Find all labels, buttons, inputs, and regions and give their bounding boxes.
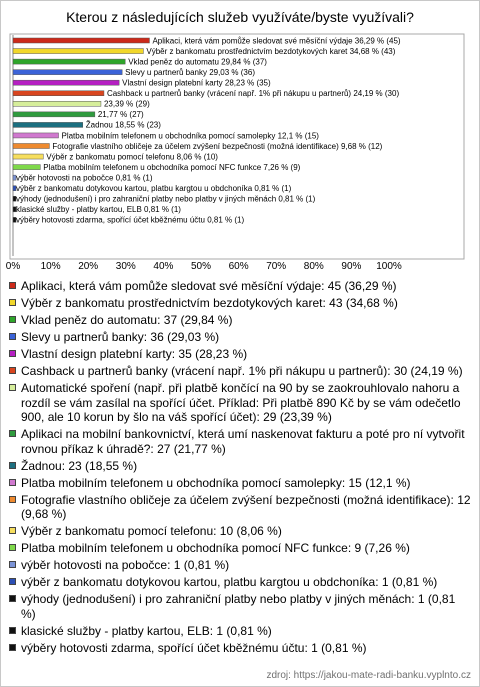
bar-label-8: 21,77 % (27) [97,110,144,120]
x-tick-label: 80% [303,261,324,272]
legend-text: Vlastní design platební karty: 35 (28,23 %) [21,347,248,361]
bar-label-13: Platba mobilním telefonem u obchodníka pomocí NFC funkce 7,26 % (9) [43,162,301,172]
legend-item-12 [9,524,471,539]
legend-text: Žadnou: 23 (18,55 %) [21,458,138,473]
legend-text: Aplikaci na mobilní bankovnictví, která umí naskenovat fakturu a poté pro ní vytvořit rovnou příkaz k úhradě?: 27 (21,77 %) [21,427,465,456]
bar-chart [1,1,479,279]
bar-label-17: klasické služby - platby kartou, ELB 0,81 % (1) [16,205,181,215]
legend-swatch [9,561,16,568]
bar-13 [13,165,40,170]
legend-item-4 [9,330,471,345]
legend-swatch [9,367,16,374]
bar-label-9: Žadnou 18,55 % (23) [85,120,161,130]
x-tick-label: 50% [190,261,212,272]
bar-8 [13,112,95,117]
legend-swatch [9,316,16,323]
bar-10 [13,133,58,138]
source-note: zdroj: https://jakou-mate-radi-banku.vyplnto.cz [266,670,471,681]
legend-item-15 [9,575,471,590]
bar-label-3: Vklad peněz do automatu 29,84 % (37) [128,57,267,67]
bar-label-10: Platba mobilním telefonem u obchodníka pomocí samolepky 12,1 % (15) [61,131,319,141]
x-tick-label: 0% [5,261,21,272]
legend-text: výhody (jednodušení) i pro zahraniční platby nebo platby v jiných měnách: 1 (0,81 %) [21,592,456,621]
legend-item-13 [9,541,471,556]
legend-swatch [9,544,16,551]
bar-label-12: Výběr z bankomatu pomocí telefonu 8,06 % (10) [46,152,218,162]
legend-swatch [9,644,16,651]
legend-swatch [9,299,16,306]
legend-text: výběr z bankomatu dotykovou kartou, platbu kargtou u obdchoníka: 1 (0,81 %) [21,575,438,589]
bar-label-18: výběry hotovosti zdarma, spořící účet kběžnému účtu 0,81 % (1) [16,215,245,225]
bar-4 [13,70,122,75]
legend-item-14 [9,558,471,573]
legend-text: Výběr z bankomatu prostřednictvím bezdotykových karet: 43 (34,68 %) [21,296,398,310]
legend-item-18 [9,641,471,656]
legend-swatch [9,384,16,391]
legend-item-6 [9,364,471,379]
legend-text: výběry hotovosti zdarma, spořící účet kběžnému účtu: 1 (0,81 %) [21,640,367,655]
legend-item-16 [9,592,471,621]
legend-swatch [9,350,16,357]
legend-swatch [9,527,16,534]
legend-swatch [9,333,16,340]
bar-2 [13,49,143,54]
legend-text: Aplikaci, která vám pomůže sledovat své měsíční výdaje: 45 (36,29 %) [21,279,397,293]
legend-item-2 [9,296,471,311]
legend-text: Vklad peněz do automatu: 37 (29,84 %) [21,313,233,327]
x-tick-label: 10% [40,261,61,272]
legend-text: Platba mobilním telefonem u obchodníka pomocí NFC funkce: 9 (7,26 %) [21,541,410,555]
bar-3 [13,59,125,64]
bar-label-11: Fotografie vlastního obličeje za účelem zvýšení bezpečnosti (možná identifikace) 9,68 % (12) [52,141,383,151]
x-tick-label: 70% [266,261,287,272]
bar-label-7: 23,39 % (29) [103,99,150,109]
legend-swatch [9,496,16,503]
bar-1 [13,38,149,43]
legend-swatch [9,479,16,486]
bar-11 [13,144,49,149]
bar-label-4: Slevy u partnerů banky 29,03 % (36) [125,67,256,77]
legend-item-17 [9,624,471,639]
x-tick-label: 40% [153,261,174,272]
legend-text: Cashback u partnerů banky (vrácení např. 1% při nákupu u partnerů): 30 (24,19 %) [21,364,463,378]
legend-text: Fotografie vlastního obličeje za účelem zvýšení bezpečnosti (možná identifikace): 12 (9,68 %) [21,492,471,521]
x-tick-label: 60% [228,261,249,272]
bar-label-5: Vlastní design platební karty 28,23 % (35) [122,78,271,88]
legend-swatch [9,578,16,585]
legend-text: klasické služby - platby kartou, ELB: 1 (0,81 %) [21,623,272,638]
bar-7 [13,101,101,106]
legend-item-11 [9,493,471,522]
legend-item-1 [9,279,471,294]
bar-label-14: výběr hotovosti na pobočce 0,81 % (1) [16,173,153,183]
x-tick-label: 30% [115,261,136,272]
bar-label-15: výběr z bankomatu dotykovou kartou, platbu kargtou u obdchoníka 0,81 % (1) [16,184,292,193]
legend-text: Platba mobilním telefonem u obchodníka pomocí samolepky: 15 (12,1 %) [21,475,411,490]
legend-item-7 [9,381,471,425]
legend-item-5 [9,347,471,362]
bar-5 [13,80,119,85]
legend-item-8 [9,427,471,456]
legend-item-10 [9,476,471,491]
legend-text: Výběr z bankomatu pomocí telefonu: 10 (8,06 %) [21,524,282,538]
bar-9 [13,122,83,127]
legend-swatch [9,462,16,469]
bar-label-2: Výběr z bankomatu prostřednictvím bezdotykových karet 34,68 % (43) [146,46,396,56]
legend-text: Automatické spoření (např. při platbě končící na 90 by se zaokrouhlovalo nahoru a rozdíl se vám zasílal na spořící účet. Příklad: Při platbě 890 Kč by se vám odečetlo 900, ale 10 korun by šlo na váš spořící účet): 29 (23,39 %) [21,381,461,424]
legend-item-9 [9,459,471,474]
bar-label-16: výhody (jednodušení) i pro zahraniční platby nebo platby v jiných měnách 0,81 % (1) [16,194,316,204]
bar-12 [13,154,43,159]
legend-text: výběr hotovosti na pobočce: 1 (0,81 %) [21,558,230,572]
x-tick-label: 20% [78,261,99,272]
bar-label-6: Cashback u partnerů banky (vrácení např. 1% při nákupu u partnerů) 24,19 % (30) [106,89,400,99]
bar-label-1: Aplikaci, která vám pomůže sledovat své měsíční výdaje 36,29 % (45) [152,36,401,46]
legend-swatch [9,627,16,634]
chart-legend [9,279,471,658]
legend-swatch [9,595,16,602]
legend-swatch [9,282,16,289]
x-tick-label: 90% [341,261,362,272]
bar-6 [13,91,104,96]
legend-swatch [9,430,16,437]
chart-title: Kterou z následujících služeb využíváte/byste využívali? [66,9,414,25]
legend-text: Slevy u partnerů banky: 36 (29,03 %) [21,330,220,344]
legend-item-3 [9,313,471,328]
x-tick-label: 100% [376,261,402,272]
